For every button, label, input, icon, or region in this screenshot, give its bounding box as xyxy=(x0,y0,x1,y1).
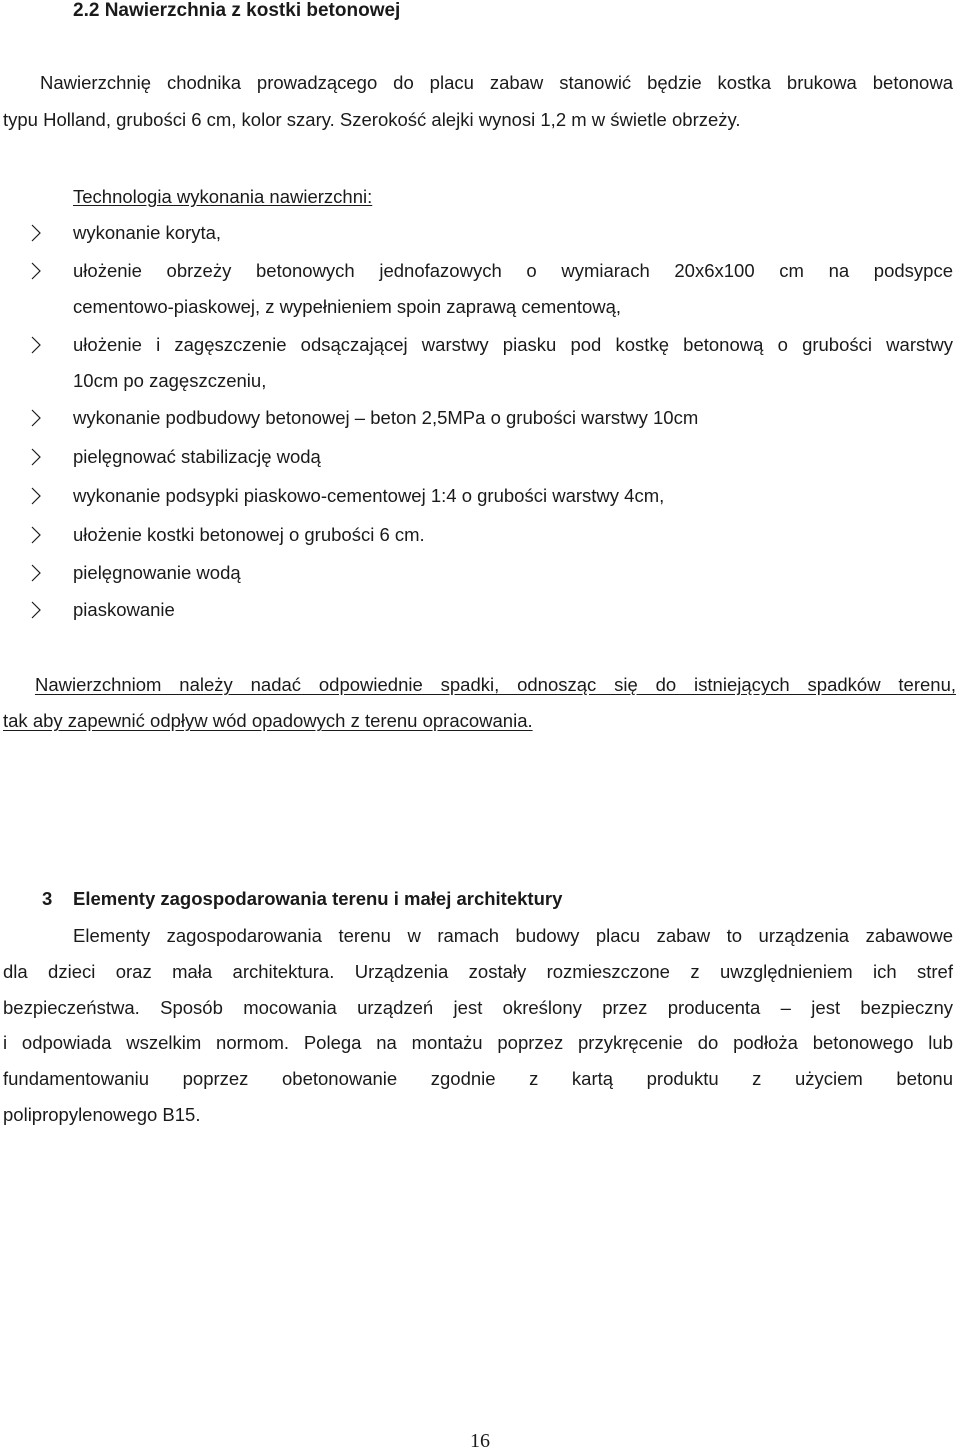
step-item-continuation: 10cm po zagęszczeniu, xyxy=(73,370,267,391)
step-item: piaskowanie xyxy=(73,599,175,620)
angle-bracket-right-icon xyxy=(30,485,42,507)
step-item: wykonanie koryta, xyxy=(73,222,222,243)
angle-bracket-right-icon xyxy=(30,446,42,468)
angle-bracket-right-icon xyxy=(30,222,42,244)
section-3-paragraph-line: i odpowiada wszelkim normom. Polega na montażu poprzez przykręcenie do podłoża betonowego lub xyxy=(3,1032,953,1053)
step-item: ułożenie i zagęszczenie odsączającej warstwy piasku pod kostkę betonową o grubości warstwy xyxy=(73,334,953,355)
step-item: pielęgnować stabilizację wodą xyxy=(73,446,321,467)
section-heading-2-2: 2.2 Nawierzchnia z kostki betonowej xyxy=(73,0,401,21)
section-heading-3: Elementy zagospodarowania terenu i małej architektury xyxy=(73,888,563,909)
slope-note-line-2: tak aby zapewnić odpływ wód opadowych z terenu opracowania. xyxy=(3,710,533,731)
step-item: ułożenie obrzeży betonowych jednofazowych o wymiarach 20x6x100 cm na podsypce xyxy=(73,260,953,281)
step-item: wykonanie podbudowy betonowej – beton 2,5MPa o grubości warstwy 10cm xyxy=(73,407,699,428)
section-3-paragraph-line: bezpieczeństwa. Sposób mocowania urządzeń jest określony przez producenta – jest bezpieczny xyxy=(3,997,953,1018)
angle-bracket-right-icon xyxy=(30,260,42,282)
section-3-paragraph-line: Elementy zagospodarowania terenu w ramach budowy placu zabaw to urządzenia zabawowe xyxy=(73,925,953,946)
angle-bracket-right-icon xyxy=(30,524,42,546)
angle-bracket-right-icon xyxy=(30,334,42,356)
technology-title: Technologia wykonania nawierzchni: xyxy=(73,186,373,207)
angle-bracket-right-icon xyxy=(30,562,42,584)
step-item: pielęgnowanie wodą xyxy=(73,562,241,583)
section-3-paragraph-line: dla dzieci oraz mała architektura. Urządzenia zostały rozmieszczone z uwzględnieniem ich stref xyxy=(3,961,953,982)
intro-line-2: typu Holland, grubości 6 cm, kolor szary. Szerokość alejki wynosi 1,2 m w świetle obrzeży. xyxy=(3,109,741,130)
section-3-paragraph-line: fundamentowaniu poprzez obetonowanie zgodnie z kartą produktu z użyciem betonu xyxy=(3,1068,953,1089)
step-item: wykonanie podsypki piaskowo-cementowej 1:4 o grubości warstwy 4cm, xyxy=(73,485,665,506)
slope-note-line-1: Nawierzchniom należy nadać odpowiednie spadki, odnosząc się do istniejących spadków terenu, xyxy=(35,674,956,695)
page-number: 16 xyxy=(470,1430,490,1452)
step-item: ułożenie kostki betonowej o grubości 6 cm. xyxy=(73,524,425,545)
section-3-paragraph-line: polipropylenowego B15. xyxy=(3,1104,201,1125)
angle-bracket-right-icon xyxy=(30,599,42,621)
angle-bracket-right-icon xyxy=(30,407,42,429)
intro-line-1: Nawierzchnię chodnika prowadzącego do placu zabaw stanowić będzie kostka brukowa betonowa xyxy=(40,72,953,93)
section-number-3: 3 xyxy=(42,888,53,909)
step-item-continuation: cementowo-piaskowej, z wypełnieniem spoin zaprawą cementową, xyxy=(73,296,622,317)
